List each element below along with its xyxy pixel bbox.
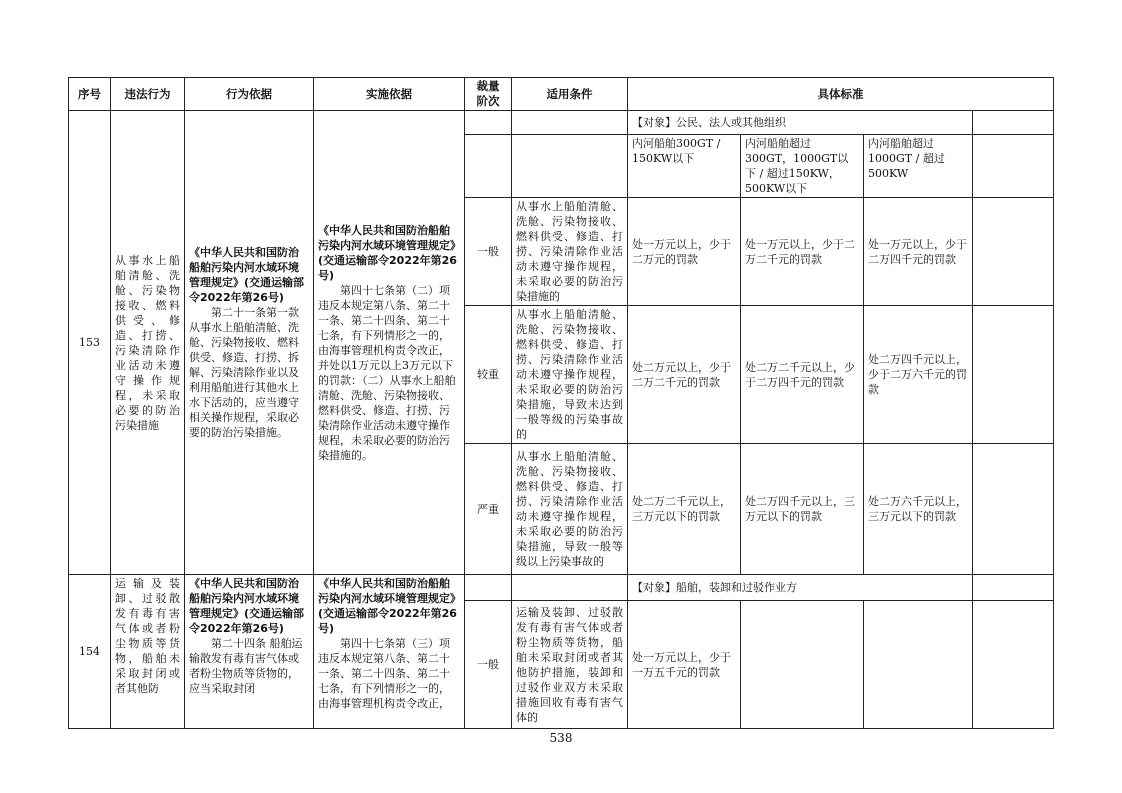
tier-2: 内河船舶超过300GT，1000GT以下 / 超过150KW，500KW以下	[741, 135, 864, 198]
basis-title: 《中华人民共和国防治船舶污染内河水域环境管理规定》(交通运输部令2022年第26号)	[189, 577, 305, 635]
row-basis	[185, 575, 314, 729]
row-seq: 153	[69, 111, 111, 575]
impl-title: 《中华人民共和国防治船舶污染内河水域环境管理规定》(交通运输部令2022年第26号)	[318, 577, 457, 635]
header-violation: 违法行为	[111, 78, 185, 111]
level-condition: 运输及装卸、过驳散发有毒有害气体或者粉尘物质等货物，船舶未采取封闭或者其他防护措施，装卸和过驳作业双方未采取措施回收有毒有害气体的	[512, 601, 628, 729]
row-seq: 154	[69, 575, 111, 729]
tier-3: 内河船舶超过1000GT / 超过500KW	[864, 135, 973, 198]
standard-cell: 处二万四千元以上，少于二万六千元的罚款	[864, 306, 973, 444]
standard-cell: 处一万元以上，少于二万二千元的罚款	[741, 198, 864, 306]
empty-cell	[973, 601, 1054, 729]
basis-title: 《中华人民共和国防治船舶污染内河水域环境管理规定》(交通运输部令2022年第26号)	[189, 246, 305, 304]
standard-cell	[741, 601, 864, 729]
empty-cell	[465, 135, 512, 198]
header-condition: 适用条件	[512, 78, 628, 111]
empty-cell	[512, 575, 628, 601]
level-name: 严重	[465, 444, 512, 575]
empty-cell	[512, 111, 628, 135]
impl-title: 《中华人民共和国防治船舶污染内河水域环境管理规定》(交通运输部令2022年第26号)	[318, 223, 457, 282]
header-standard: 具体标准	[628, 78, 1054, 111]
empty-cell	[973, 198, 1054, 306]
page-number: 538	[549, 731, 573, 745]
empty-cell	[465, 575, 512, 601]
row-basis	[185, 111, 314, 575]
level-condition: 从事水上船舶清舱、洗舱、污染物接收、燃料供受、修造、打捞、污染清除作业活动未遵守操作规程，未采取必要的防治污染措施，导致未达到一般等级的污染事故的	[512, 306, 628, 444]
level-name: 一般	[465, 601, 512, 729]
level-name: 较重	[465, 306, 512, 444]
header-level: 裁量阶次	[465, 78, 512, 111]
empty-cell	[973, 575, 1054, 601]
standard-cell: 处二万二千元以上，三万元以下的罚款	[628, 444, 741, 575]
table-row	[69, 575, 1054, 601]
impl-text: 第四十七条第（三）项 违反本规定第八条、第二十一条、第二十四条、第二十七条，有下列情形之一的，由海事管理机构责令改正，	[318, 637, 450, 710]
standard-cell: 处一万元以上，少于一万五千元的罚款	[628, 601, 741, 729]
empty-cell	[973, 135, 1054, 198]
standard-cell: 处一万元以上，少于二万元的罚款	[628, 198, 741, 306]
row-implementation	[314, 111, 465, 575]
level-condition: 从事水上船舶清舱、洗舱、污染物接收、燃料供受、修造、打捞、污染清除作业活动未遵守操作规程，未采取必要的防治污染措施，导致一般等级以上污染事故的	[512, 444, 628, 575]
level-name: 一般	[465, 198, 512, 306]
header-seq: 序号	[69, 78, 111, 111]
header-row	[69, 78, 1054, 111]
target-label: 【对象】船舶，装卸和过驳作业方	[628, 575, 973, 601]
empty-cell	[973, 111, 1054, 135]
standard-cell: 处二万四千元以上，三万元以下的罚款	[741, 444, 864, 575]
row-implementation	[314, 575, 465, 729]
empty-cell	[465, 111, 512, 135]
header-basis: 行为依据	[185, 78, 314, 111]
empty-cell	[973, 444, 1054, 575]
standard-cell: 处二万元以上，少于二万二千元的罚款	[628, 306, 741, 444]
row-violation: 从事水上船舶清舱、洗舱、污染物接收、燃料供受、修造、打捞、污染清除作业活动未遵守操作规程，未采取必要的防治污染措施	[111, 111, 185, 575]
standard-cell	[864, 601, 973, 729]
penalty-table	[68, 77, 1054, 729]
impl-text: 第四十七条第（二）项 违反本规定第八条、第二十一条、第二十四条、第二十七条，有下列情形之一的，由海事管理机构责令改正，并处以1万元以上3万元以下的罚款：（二）从事水上船舶清舱、洗舱、污染物接收、燃料供受、修造、打捞、污染清除作业活动未遵守操作规程，未采取必要的防治污染措施的。	[318, 283, 456, 462]
standard-cell: 处一万元以上，少于二万四千元的罚款	[864, 198, 973, 306]
row-violation: 运输及装卸、过驳散发有毒有害气体或者粉尘物质等货物，船舶未采取封闭或者其他防	[111, 575, 185, 729]
standard-cell: 处二万二千元以上，少于二万四千元的罚款	[741, 306, 864, 444]
header-implementation: 实施依据	[314, 78, 465, 111]
standard-cell: 处二万六千元以上，三万元以下的罚款	[864, 444, 973, 575]
empty-cell	[973, 306, 1054, 444]
table-row	[69, 111, 1054, 135]
basis-text: 第二十四条 船舶运输散发有毒有害气体或者粉尘物质等货物的，应当采取封闭	[189, 637, 303, 695]
target-label: 【对象】公民、法人或其他组织	[628, 111, 973, 135]
empty-cell	[512, 135, 628, 198]
level-condition: 从事水上船舶清舱、洗舱、污染物接收、燃料供受、修造、打捞、污染清除作业活动未遵守操作规程，未采取必要的防治污染措施的	[512, 198, 628, 306]
basis-text: 第二十一条第一款 从事水上船舶清舱、洗舱、污染物接收、燃料供受、修造、打捞、拆解、污染清除作业以及利用船舶进行其他水上水下活动的，应当遵守相关操作规程，采取必要的防治污染措施。	[189, 306, 299, 439]
tier-1: 内河船舶300GT / 150KW以下	[628, 135, 741, 198]
